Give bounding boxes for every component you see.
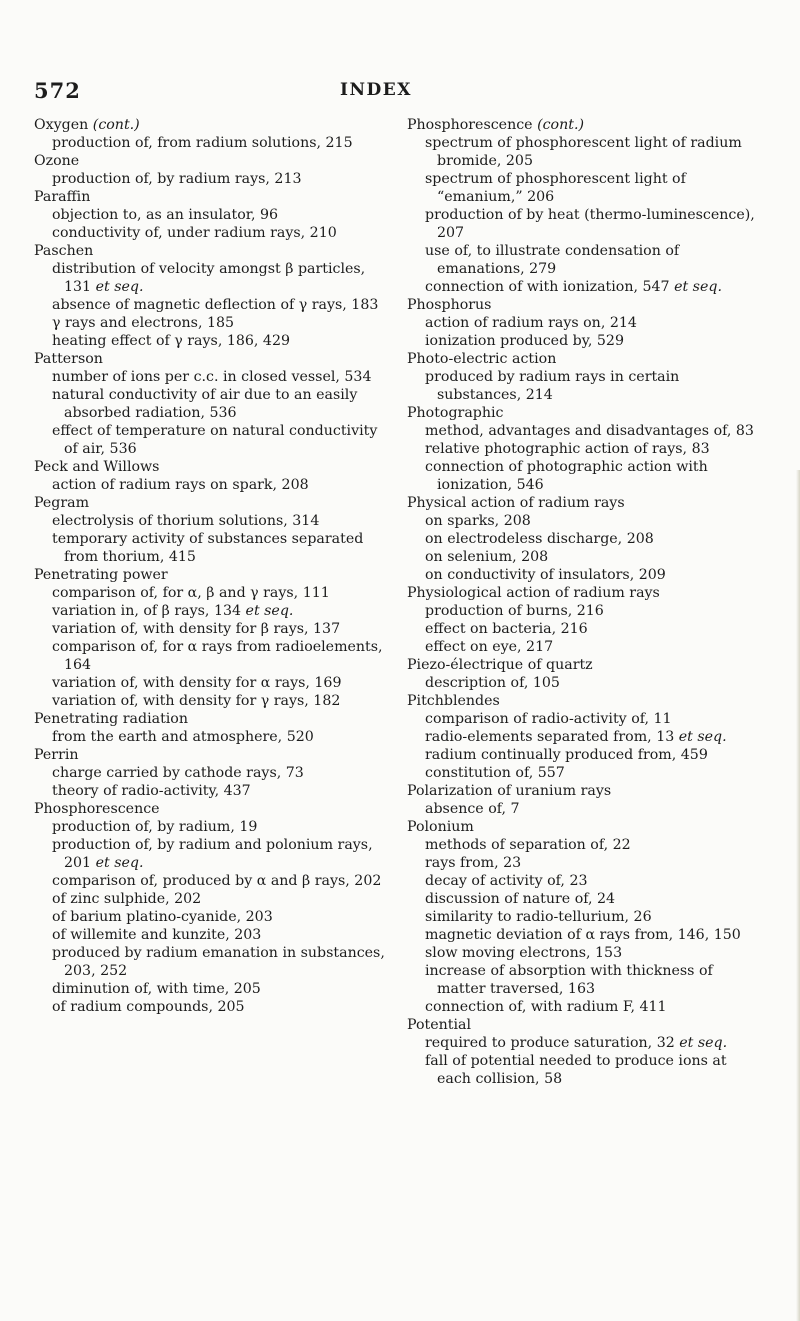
index-heading-text: Penetrating radiation	[34, 711, 188, 727]
index-heading-text: Polarization of uranium rays	[407, 783, 612, 799]
index-entry	[34, 458, 387, 494]
index-subentry: slow moving electrons, 153	[425, 945, 623, 961]
index-subentry: variation of, with density for β rays, 137	[52, 621, 341, 637]
index-subentry: relative photographic action of rays, 83	[425, 441, 710, 457]
index-heading-text: Photographic	[407, 405, 504, 421]
index-heading-text: Piezo-électrique of quartz	[407, 657, 593, 673]
index-column-left	[34, 116, 387, 1016]
index-subentry: comparison of, for α, β and γ rays, 111	[52, 585, 330, 601]
index-subentry: production of burns, 216	[425, 603, 604, 619]
index-entry	[407, 656, 760, 692]
index-heading	[34, 710, 387, 728]
index-subentry: of willemite and kunzite, 203	[52, 927, 262, 943]
index-heading	[407, 782, 760, 800]
index-subentry: action of radium rays on, 214	[425, 315, 637, 331]
index-subentry: constitution of, 557	[425, 765, 565, 781]
index-subentry: effect on bacteria, 216	[425, 621, 588, 637]
index-subentry: comparison of radio-activity of, 11	[425, 711, 672, 727]
index-heading	[34, 566, 387, 584]
index-subentry: heating effect of γ rays, 186, 429	[52, 333, 291, 349]
index-heading	[407, 494, 760, 512]
index-subentry: conductivity of, under radium rays, 210	[52, 225, 337, 241]
index-subentry: distribution of velocity amongst β particles, 131 et seq.	[52, 261, 366, 295]
index-heading	[34, 152, 387, 170]
index-heading	[34, 458, 387, 476]
index-heading-text: Perrin	[34, 747, 79, 763]
index-subentry: connection of photographic action with ionization, 546	[425, 459, 708, 493]
index-subentry: action of radium rays on spark, 208	[52, 477, 309, 493]
continued-label: (cont.)	[92, 117, 140, 133]
index-entry	[407, 296, 760, 350]
index-heading	[407, 404, 760, 422]
index-subentry: variation of, with density for α rays, 169	[52, 675, 342, 691]
index-subentry: connection of, with radium F, 411	[425, 999, 667, 1015]
index-subentry: increase of absorption with thickness of matter traversed, 163	[425, 963, 713, 997]
index-subentry: variation of, with density for γ rays, 182	[52, 693, 341, 709]
index-subentry: description of, 105	[425, 675, 560, 691]
index-subentry: on sparks, 208	[425, 513, 531, 529]
index-heading-text: Oxygen	[34, 117, 89, 133]
index-subentry: temporary activity of substances separated from thorium, 415	[52, 531, 364, 565]
index-subentry: absence of magnetic deflection of γ rays, 183	[52, 297, 379, 313]
index-subentry: on selenium, 208	[425, 549, 549, 565]
index-heading	[407, 350, 760, 368]
index-entry	[407, 1016, 760, 1088]
index-heading	[34, 494, 387, 512]
index-subentry: comparison of, for α rays from radioelements, 164	[52, 639, 383, 673]
index-heading-text: Phosphorescence	[407, 117, 533, 133]
index-entry	[407, 494, 760, 584]
index-subentry: radio-elements separated from, 13 et seq.	[425, 729, 727, 745]
index-entry	[407, 116, 760, 296]
index-subentry: number of ions per c.c. in closed vessel, 534	[52, 369, 372, 385]
index-entry	[34, 188, 387, 242]
index-entry	[34, 566, 387, 710]
index-subentry: required to produce saturation, 32 et seq.	[425, 1035, 728, 1051]
index-subentry: connection of with ionization, 547 et seq.	[425, 279, 722, 295]
index-subentry: rays from, 23	[425, 855, 522, 871]
index-subentry: of radium compounds, 205	[52, 999, 245, 1015]
index-heading-text: Phosphorescence	[34, 801, 160, 817]
index-subentry: charge carried by cathode rays, 73	[52, 765, 304, 781]
index-heading	[34, 350, 387, 368]
index-subentry: ionization produced by, 529	[425, 333, 624, 349]
page-edge-shadow	[796, 470, 800, 1321]
index-subentry: use of, to illustrate condensation of emanations, 279	[425, 243, 680, 277]
index-heading-text: Photo-electric action	[407, 351, 557, 367]
index-subentry: production of by heat (thermo-luminescence), 207	[425, 207, 755, 241]
index-subentry: diminution of, with time, 205	[52, 981, 261, 997]
index-heading	[407, 296, 760, 314]
index-subentry: magnetic deviation of α rays from, 146, 150	[425, 927, 741, 943]
index-heading-text: Potential	[407, 1017, 471, 1033]
index-subentry: production of, by radium and polonium rays, 201 et seq.	[52, 837, 373, 871]
index-subentry: absence of, 7	[425, 801, 520, 817]
page-number: 572	[34, 78, 81, 103]
index-heading-text: Pegram	[34, 495, 90, 511]
index-subentry: of barium platino-cyanide, 203	[52, 909, 273, 925]
index-heading	[34, 116, 387, 134]
index-subentry: theory of radio-activity, 437	[52, 783, 251, 799]
index-subentry: effect of temperature on natural conductivity of air, 536	[52, 423, 378, 457]
index-subentry: discussion of nature of, 24	[425, 891, 616, 907]
index-entry	[34, 746, 387, 800]
index-subentry: γ rays and electrons, 185	[52, 315, 235, 331]
index-entry	[34, 710, 387, 746]
index-subentry: of zinc sulphide, 202	[52, 891, 202, 907]
index-subentry: production of, from radium solutions, 215	[52, 135, 353, 151]
index-subentry: objection to, as an insulator, 96	[52, 207, 279, 223]
index-heading-text: Patterson	[34, 351, 103, 367]
index-entry	[407, 782, 760, 818]
index-heading-text: Physical action of radium rays	[407, 495, 625, 511]
index-subentry: effect on eye, 217	[425, 639, 554, 655]
index-subentry: methods of separation of, 22	[425, 837, 631, 853]
index-subentry: fall of potential needed to produce ions at each collision, 58	[425, 1053, 727, 1087]
index-entry	[407, 692, 760, 782]
index-subentry: radium continually produced from, 459	[425, 747, 708, 763]
index-heading-text: Phosphorus	[407, 297, 492, 313]
index-subentry: comparison of, produced by α and β rays, 202	[52, 873, 382, 889]
index-column-right	[407, 116, 760, 1088]
index-heading	[407, 656, 760, 674]
index-heading-text: Paraffin	[34, 189, 91, 205]
index-subentry: decay of activity of, 23	[425, 873, 588, 889]
index-heading-text: Polonium	[407, 819, 474, 835]
index-heading-text: Paschen	[34, 243, 94, 259]
index-entry	[34, 116, 387, 152]
index-subentry: on conductivity of insulators, 209	[425, 567, 666, 583]
index-subentry: production of, by radium, 19	[52, 819, 258, 835]
index-subentry: spectrum of phosphorescent light of radium bromide, 205	[425, 135, 742, 169]
index-heading	[34, 800, 387, 818]
page-title: INDEX	[340, 80, 412, 100]
index-subentry: method, advantages and disadvantages of, 83	[425, 423, 754, 439]
index-heading	[34, 746, 387, 764]
index-subentry: similarity to radio-tellurium, 26	[425, 909, 652, 925]
index-entry	[407, 818, 760, 1016]
index-entry	[34, 494, 387, 566]
index-subentry: natural conductivity of air due to an easily absorbed radiation, 536	[52, 387, 358, 421]
index-subentry: produced by radium rays in certain substances, 214	[425, 369, 680, 403]
index-heading-text: Peck and Willows	[34, 459, 160, 475]
index-subentry: spectrum of phosphorescent light of “emanium,” 206	[425, 171, 686, 205]
index-heading	[407, 692, 760, 710]
index-heading	[407, 818, 760, 836]
index-heading	[34, 188, 387, 206]
index-entry	[34, 350, 387, 458]
index-entry	[34, 800, 387, 1016]
index-entry	[407, 404, 760, 494]
index-entry	[34, 152, 387, 188]
index-subentry: production of, by radium rays, 213	[52, 171, 302, 187]
index-subentry: variation in, of β rays, 134 et seq.	[52, 603, 294, 619]
index-heading-text: Penetrating power	[34, 567, 168, 583]
index-heading	[407, 1016, 760, 1034]
index-heading	[407, 584, 760, 602]
index-entry	[34, 242, 387, 350]
index-entry	[407, 584, 760, 656]
index-heading	[34, 242, 387, 260]
index-subentry: on electrodeless discharge, 208	[425, 531, 654, 547]
index-subentry: produced by radium emanation in substances, 203, 252	[52, 945, 385, 979]
continued-label: (cont.)	[537, 117, 584, 133]
index-heading-text: Physiological action of radium rays	[407, 585, 660, 601]
index-entry	[407, 350, 760, 404]
index-heading-text: Pitchblendes	[407, 693, 500, 709]
index-subentry: from the earth and atmosphere, 520	[52, 729, 314, 745]
index-heading	[407, 116, 760, 134]
index-heading-text: Ozone	[34, 153, 80, 169]
index-subentry: electrolysis of thorium solutions, 314	[52, 513, 320, 529]
